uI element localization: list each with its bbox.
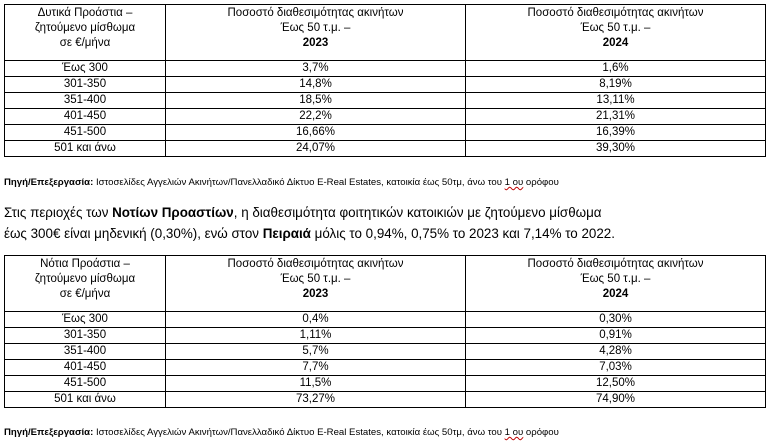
value-2023-cell: 5,7% <box>166 344 466 360</box>
value-2023-cell: 22,2% <box>166 109 466 125</box>
table-header-row <box>5 5 766 61</box>
value-2024-cell: 39,30% <box>466 141 766 157</box>
rent-range-cell: Έως 300 <box>5 312 166 328</box>
source-ordinal: 1 ου <box>504 427 524 438</box>
table-row <box>5 109 766 125</box>
year-label: 2024 <box>602 37 629 49</box>
rent-range-cell: 451-500 <box>5 376 166 392</box>
value-2023-cell: 73,27% <box>166 392 466 408</box>
paragraph-text: έως 300€ είναι μηδενική (0,30%), ενώ στον <box>4 226 263 241</box>
paragraph-line-2 <box>4 223 764 244</box>
table-row <box>5 376 766 392</box>
source-label: Πηγή/Επεξεργασία: <box>4 427 94 438</box>
table-row <box>5 344 766 360</box>
south-suburbs-table <box>4 255 766 408</box>
value-2024-cell: 21,31% <box>466 109 766 125</box>
value-2023-cell: 11,5% <box>166 376 466 392</box>
source-note-2 <box>4 427 559 438</box>
availability-2024-header <box>466 5 766 61</box>
paragraph-text: μόλις το 0,94%, 0,75% το 2023 και 7,14% το 2022. <box>310 226 615 241</box>
rent-range-cell: Έως 300 <box>5 61 166 77</box>
body-paragraph <box>4 202 764 244</box>
source-note-1 <box>4 177 559 188</box>
value-2023-cell: 7,7% <box>166 360 466 376</box>
availability-header-label: Ποσοστό διαθεσιμότητας ακινήτων Έως 50 τ.μ. – <box>227 258 404 285</box>
rent-range-header: Νότια Προάστια – ζητούμενο μίσθωμα σε €/μήνα <box>5 256 166 312</box>
rent-range-cell: 401-450 <box>5 109 166 125</box>
value-2023-cell: 3,7% <box>166 61 466 77</box>
value-2024-cell: 7,03% <box>466 360 766 376</box>
availability-2023-header <box>166 5 466 61</box>
paragraph-text: Στις περιοχές των <box>4 205 113 220</box>
source-suffix: ορόφου <box>523 177 559 188</box>
year-label: 2024 <box>602 288 629 300</box>
value-2024-cell: 1,6% <box>466 61 766 77</box>
rent-range-cell: 351-400 <box>5 93 166 109</box>
west-suburbs-table <box>4 4 766 157</box>
rent-range-cell: 301-350 <box>5 77 166 93</box>
rent-range-cell: 501 και άνω <box>5 141 166 157</box>
rent-range-header: Δυτικά Προάστια – ζητούμενο μίσθωμα σε €/μήνα <box>5 5 166 61</box>
value-2023-cell: 0,4% <box>166 312 466 328</box>
paragraph-text: , η διαθεσιμότητα φοιτητικών κατοικιών με ζητούμενο μίσθωμα <box>233 205 602 220</box>
table-row <box>5 360 766 376</box>
table-row <box>5 77 766 93</box>
value-2023-cell: 24,07% <box>166 141 466 157</box>
value-2024-cell: 12,50% <box>466 376 766 392</box>
value-2024-cell: 4,28% <box>466 344 766 360</box>
table-row <box>5 392 766 408</box>
value-2024-cell: 13,11% <box>466 93 766 109</box>
rent-range-cell: 451-500 <box>5 125 166 141</box>
value-2024-cell: 0,30% <box>466 312 766 328</box>
table-row <box>5 93 766 109</box>
year-label: 2023 <box>302 288 329 300</box>
source-label: Πηγή/Επεξεργασία: <box>4 177 94 188</box>
source-text: Ιστοσελίδες Αγγελιών Ακινήτων/Πανελλαδικό Δίκτυο E-Real Estates, κατοικία έως 50τμ, άνω του <box>95 427 505 438</box>
source-suffix: ορόφου <box>523 427 559 438</box>
availability-2024-header <box>466 256 766 312</box>
table-row <box>5 328 766 344</box>
value-2024-cell: 16,39% <box>466 125 766 141</box>
value-2023-cell: 18,5% <box>166 93 466 109</box>
availability-header-label: Ποσοστό διαθεσιμότητας ακινήτων Έως 50 τ.μ. – <box>527 258 704 285</box>
year-label: 2023 <box>302 37 329 49</box>
table-row <box>5 61 766 77</box>
table-header-row <box>5 256 766 312</box>
availability-header-label: Ποσοστό διαθεσιμότητας ακινήτων Έως 50 τ.μ. – <box>527 7 704 34</box>
value-2023-cell: 1,11% <box>166 328 466 344</box>
paragraph-line-1 <box>4 202 764 223</box>
source-ordinal: 1 ου <box>504 177 524 188</box>
value-2023-cell: 16,66% <box>166 125 466 141</box>
value-2024-cell: 0,91% <box>466 328 766 344</box>
table-row <box>5 125 766 141</box>
value-2024-cell: 8,19% <box>466 77 766 93</box>
rent-range-cell: 401-450 <box>5 360 166 376</box>
availability-2023-header <box>166 256 466 312</box>
value-2023-cell: 14,8% <box>166 77 466 93</box>
paragraph-bold-text: Νοτίων Προαστίων <box>112 205 234 220</box>
rent-range-cell: 301-350 <box>5 328 166 344</box>
rent-range-cell: 501 και άνω <box>5 392 166 408</box>
value-2024-cell: 74,90% <box>466 392 766 408</box>
table-row <box>5 312 766 328</box>
rent-range-cell: 351-400 <box>5 344 166 360</box>
source-text: Ιστοσελίδες Αγγελιών Ακινήτων/Πανελλαδικό Δίκτυο E-Real Estates, κατοικία έως 50τμ, άνω του <box>95 177 505 188</box>
table-row <box>5 141 766 157</box>
paragraph-bold-text: Πειραιά <box>262 226 311 241</box>
availability-header-label: Ποσοστό διαθεσιμότητας ακινήτων Έως 50 τ.μ. – <box>227 7 404 34</box>
